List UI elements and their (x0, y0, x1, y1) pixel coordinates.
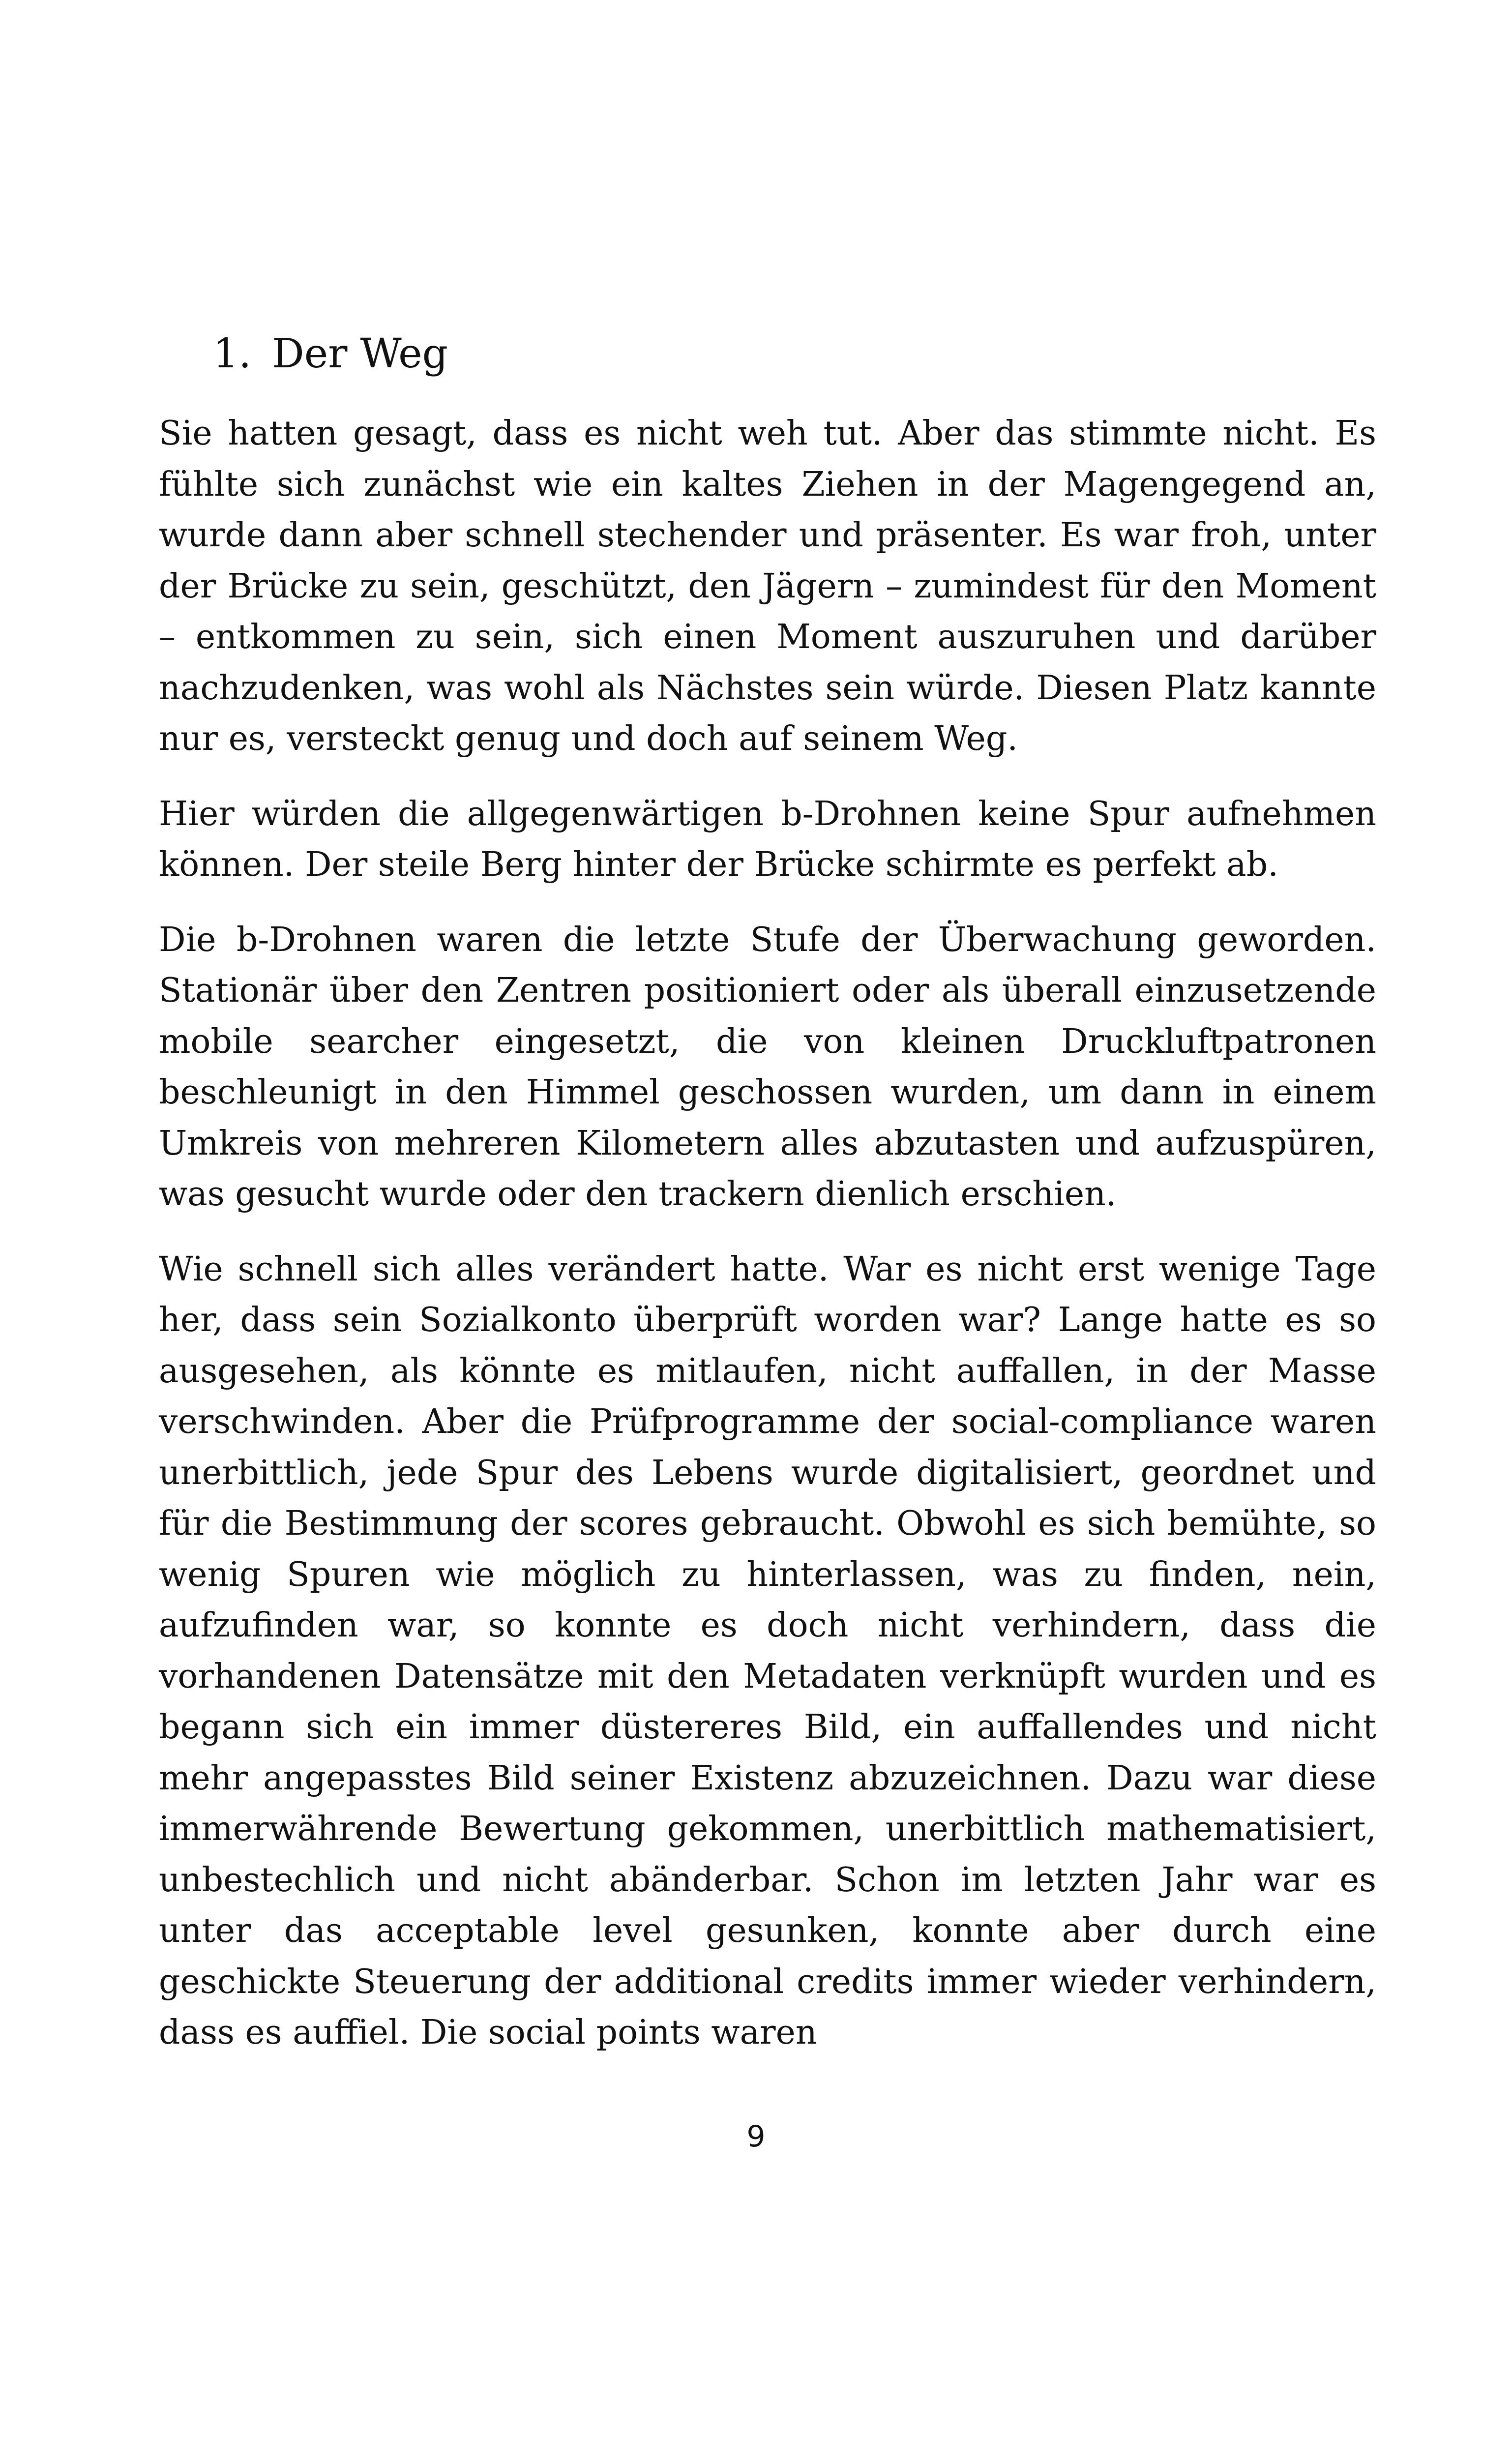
paragraph-2: Hier würden die allgegenwärtigen b-Drohnen keine Spur aufnehmen können. Der steile Berg hinter der Brücke schirmte es perfekt ab. (159, 794, 1376, 884)
paragraph-1: Sie hatten gesagt, dass es nicht weh tut. Aber das stimmte nicht. Es fühlte sich zunächst wie ein kaltes Ziehen in der Magengegend an, wurde dann aber schnell stechender und präsenter. Es war froh, unter der Brücke zu sein, geschützt, den Jägern – zumindest für den Moment – entkommen zu sein, sich einen Moment auszuruhen und darüber nachzudenken, was wohl als Nächstes sein würde. Diesen Platz kannte nur es, versteckt genug und doch auf seinem Weg. (159, 414, 1376, 758)
chapter-title: Der Weg (272, 330, 448, 377)
chapter-number: 1. (213, 330, 252, 377)
chapter-heading (213, 327, 448, 381)
page-number: 9 (746, 2119, 766, 2154)
paragraph-4: Wie schnell sich alles verändert hatte. War es nicht erst wenige Tage her, dass sein Sozialkonto überprüft worden war? Lange hatte es so ausgesehen, als könnte es mitlaufen, nicht auffallen, in der Masse verschwinden. Aber die Prüfprogramme der social-compliance waren unerbittlich, jede Spur des Lebens wurde digitalisiert, geordnet und für die Bestimmung der scores gebraucht. Obwohl es sich bemühte, so wenig Spuren wie möglich zu hinterlassen, was zu finden, nein, aufzufinden war, so konnte es doch nicht verhindern, dass die vorhandenen Datensätze mit den Metadaten verknüpft wurden und es begann sich ein immer düstereres Bild, ein auffallendes und nicht mehr angepasstes Bild seiner Existenz abzuzeichnen. Dazu war diese immerwährende Bewertung gekommen, unerbittlich mathematisiert, unbestechlich und nicht abänderbar. Schon im letzten Jahr war es unter das acceptable level gesunken, konnte aber durch eine geschickte Steuerung der additional credits immer wieder verhindern, dass es auffiel. Die social points waren (159, 1249, 1376, 2052)
paragraph-3: Die b-Drohnen waren die letzte Stufe der Überwachung geworden. Stationär über den Zentren positioniert oder als überall einzusetzende mobile searcher eingesetzt, die von kleinen Druckluftpatronen beschleunigt in den Himmel geschossen wurden, um dann in einem Umkreis von mehreren Kilometern alles abzutasten und aufzuspüren, was gesucht wurde oder den trackern dienlich erschien. (159, 920, 1376, 1214)
body-text (159, 408, 1376, 2082)
